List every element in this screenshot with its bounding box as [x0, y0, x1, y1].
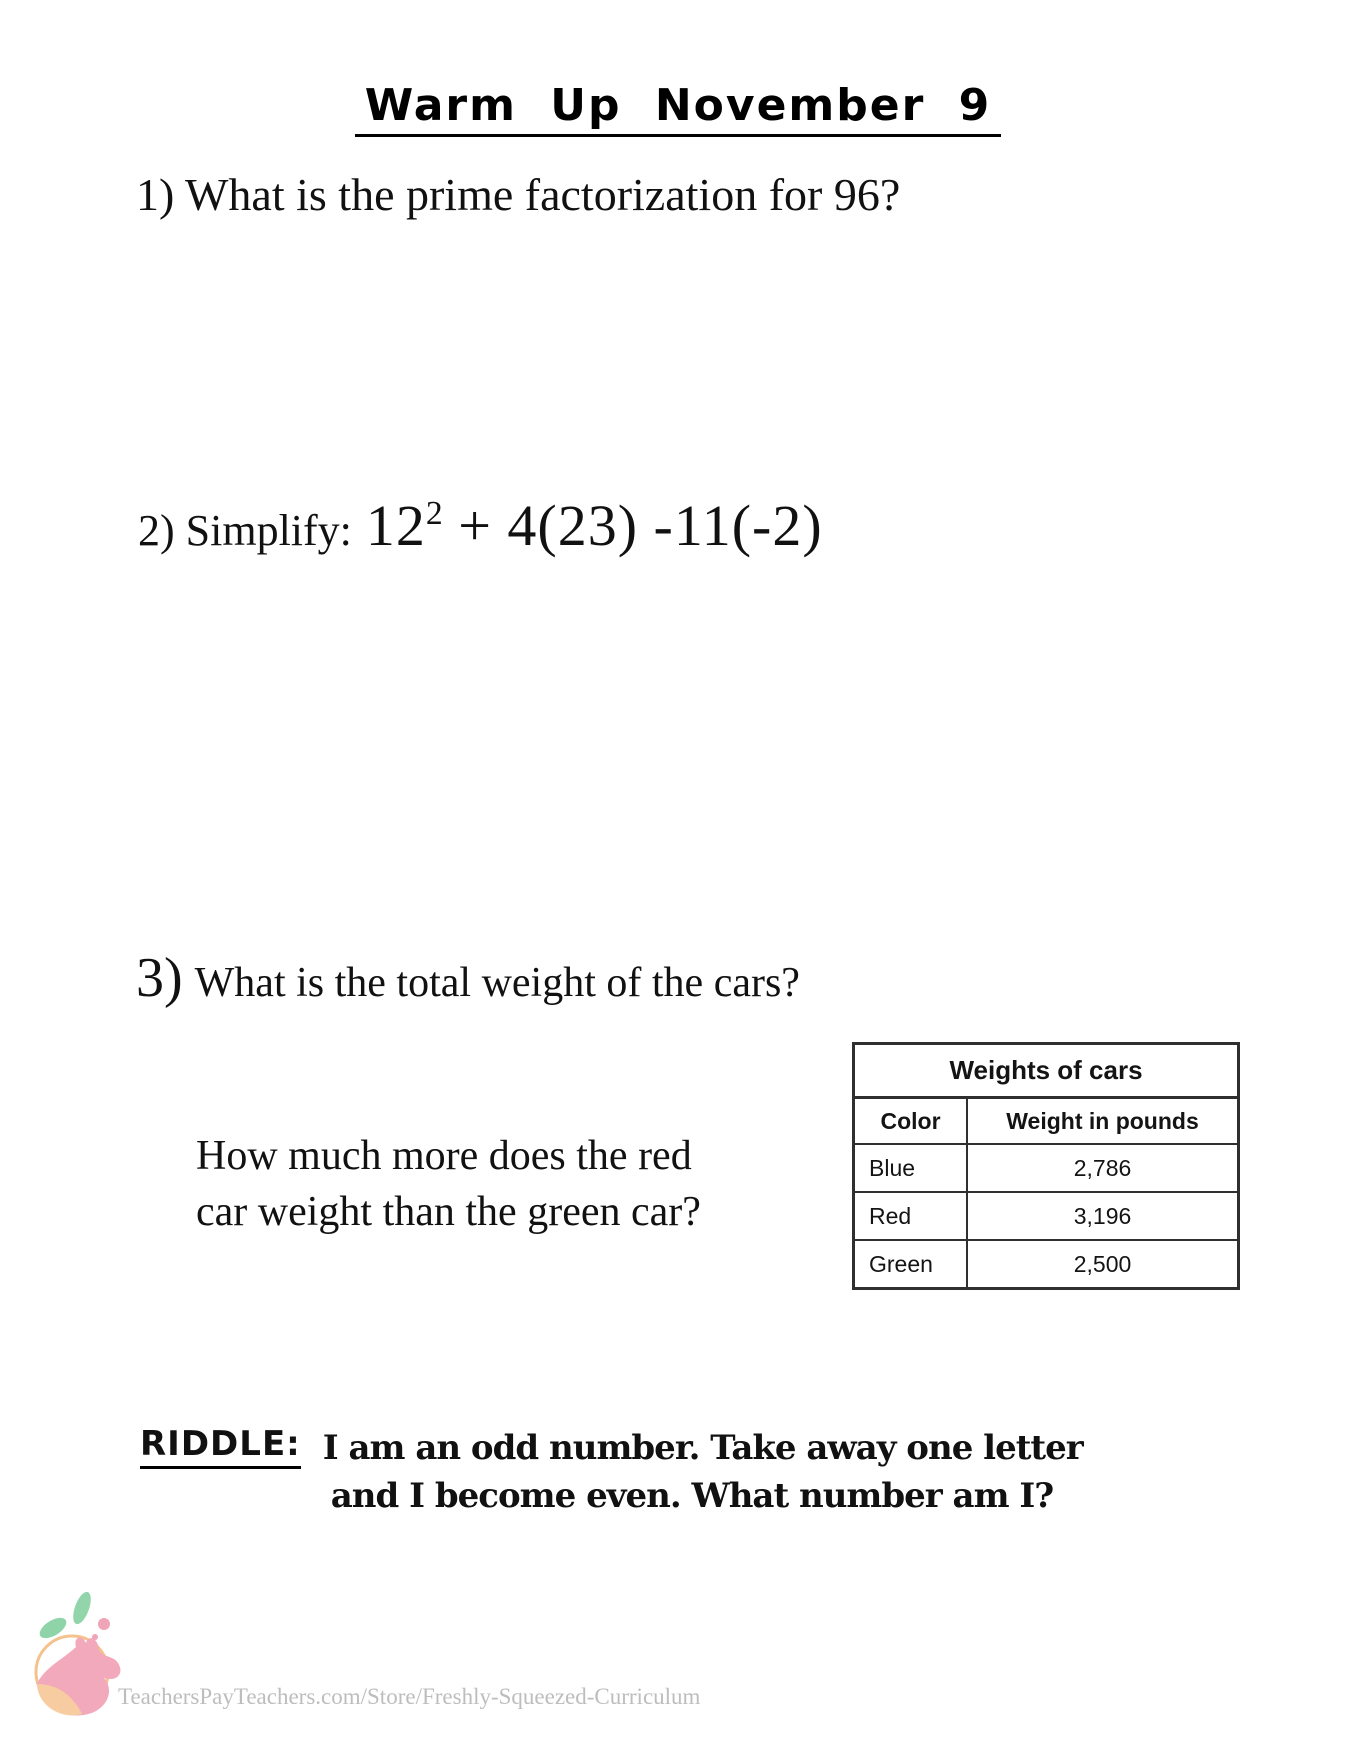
title-row [0, 80, 1356, 137]
question-3-followup [196, 1128, 701, 1240]
question-2-label: 2) Simplify: [138, 506, 352, 555]
question-3 [136, 946, 800, 1010]
equation-rest: + 4(23) -11(-2) [442, 493, 823, 558]
riddle-line-1: I am an odd number. Take away one letter [322, 1428, 1083, 1468]
peach-splash-logo-icon [20, 1588, 130, 1728]
cell-color-green: Green [855, 1241, 968, 1287]
riddle-text [323, 1424, 1083, 1520]
cell-color-blue: Blue [855, 1145, 968, 1191]
cell-weight-blue: 2,786 [1073, 1154, 1132, 1181]
riddle-line-2: and I become even. What number am I? [330, 1476, 1054, 1516]
question-3-text: What is the total weight of the cars? [194, 960, 800, 1006]
question-3-number: 3) [136, 947, 183, 1009]
table-row [855, 1241, 1237, 1287]
equation-base: 12 [365, 493, 426, 558]
cell-color-red: Red [855, 1193, 968, 1239]
question-2 [138, 492, 823, 559]
weights-table-title: Weights of cars [855, 1045, 1237, 1099]
table-row [855, 1145, 1237, 1193]
riddle-label: RIDDLE: [140, 1424, 301, 1469]
followup-line-1: How much more does the red [196, 1133, 692, 1179]
question-2-equation [366, 492, 823, 559]
table-row [855, 1193, 1237, 1241]
cell-weight-green: 2,500 [1073, 1250, 1132, 1277]
worksheet-title: Warm Up November 9 [355, 80, 1001, 137]
followup-line-2: car weight than the green car? [196, 1189, 701, 1235]
equation-exponent: 2 [425, 495, 443, 533]
column-header-color: Color [855, 1099, 968, 1143]
footer-store-url: TeachersPayTeachers.com/Store/Freshly-Squeezed-Curriculum [118, 1684, 701, 1709]
riddle-section [140, 1424, 1083, 1520]
cell-weight-red: 3,196 [1073, 1202, 1132, 1229]
weights-table [852, 1042, 1240, 1290]
question-1: 1) What is the prime factorization for 96? [136, 169, 901, 220]
weights-table-header-row [855, 1099, 1237, 1145]
column-header-weight: Weight in pounds [1006, 1107, 1199, 1134]
